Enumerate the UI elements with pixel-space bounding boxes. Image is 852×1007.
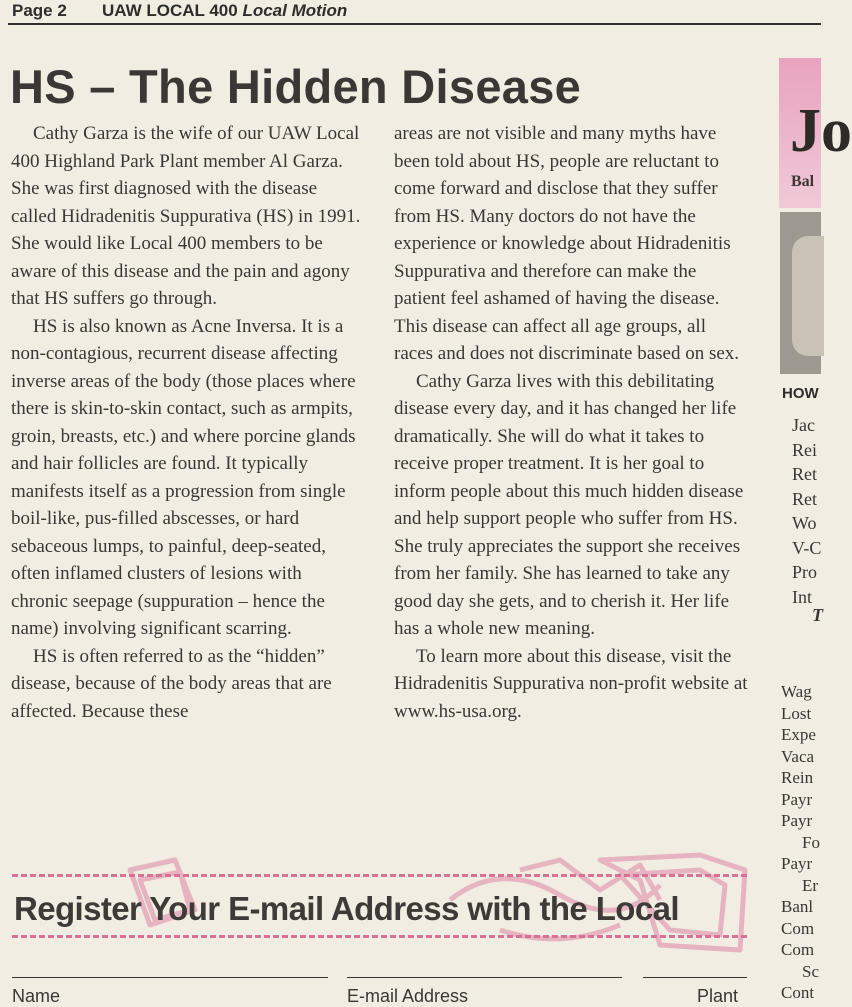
list-item: Vaca (781, 746, 815, 766)
list-item: Jac (792, 415, 815, 435)
list-item: Lost (781, 703, 812, 723)
name-label: Name (12, 986, 61, 1006)
paragraph: HS is also known as Acne Inversa. It is a non-contagious, recurrent disease affecting inverse areas of the body (those places where there is skin-to-skin contact, such as armpits, groin, breasts, etc.) and where porcine glands and hair follicles are found. It typically manifests itself as a progression from single boil-like, pus-filled abscesses, or hard sebaceous lumps, to painful, deep-seated, often inflamed clusters of lesions with chronic seepage (suppuration – hence the name) involving significant scarring. (11, 315, 356, 639)
list-item: Rein (781, 768, 814, 787)
paragraph: HS is often referred to as the “hidden” disease, because of the body areas that are affected. Because these (11, 645, 332, 722)
list-item: Banl (781, 897, 814, 916)
list-item: Er (802, 875, 819, 895)
list-item: Payr (781, 811, 813, 830)
sidebar-heading: Jo (790, 97, 852, 165)
page-number: Page 2 (12, 1, 67, 20)
sidebar-section-title: HOW (782, 385, 819, 402)
banner-bottom-dashed-rule (12, 935, 747, 938)
list-item: Wag (781, 682, 812, 701)
article-headline: HS – The Hidden Disease (10, 60, 582, 113)
sidebar-subheading: Bal (791, 173, 815, 190)
sidebar-list (792, 413, 821, 609)
list-item: Cont (781, 983, 815, 1002)
list-item: V-C (792, 537, 822, 558)
plant-field-line[interactable] (643, 977, 747, 978)
paragraph: Cathy Garza lives with this debilitating disease every day, and it has changed her life dramatically. She will do what it takes to receive proper treatment. It is her goal to inform people about this much hidden disease and help support people who suffer from HS. She truly appreciates the support she receives from her family. She has learned to take any good day she gets, and to cherish it. Her life has a whole new meaning. (394, 370, 744, 639)
banner-top-dashed-rule (12, 874, 747, 877)
publication-title: Local Motion (242, 1, 348, 20)
article-column-1 (11, 120, 363, 725)
portrait-image (792, 236, 824, 356)
paragraph: Cathy Garza is the wife of our UAW Local 400 Highland Park Plant member Al Garza. She was first diagnosed with the disease called Hidradenitis Suppurativa (HS) in 1991. She would like Local 400 members to be aware of this disease and the pain and agony that HS suffers go through. (11, 123, 361, 309)
list-item: Expe (781, 725, 816, 744)
sidebar-italic-note: T (812, 605, 823, 625)
paragraph: To learn more about this disease, visit the Hidradenitis Suppurativa non-profit website at www.hs-usa.org. (394, 645, 748, 722)
list-item: Com (781, 940, 815, 959)
register-heading: Register Your E-mail Address with the Local (14, 890, 679, 927)
paragraph: areas are not visible and many myths have been told about HS, people are reluctant to come forward and disclose that they suffer from HS. Many doctors do not have the experience or knowledge about Hidradenitis Suppurativa and therefore can make the patient feel ashamed of having the disease. This disease can affect all age groups, all races and does not discriminate based on sex. (394, 123, 740, 364)
name-field-line[interactable] (12, 977, 328, 978)
list-item: Ret (792, 488, 817, 509)
list-item: Fo (802, 832, 820, 852)
plant-label: Plant (697, 986, 739, 1006)
email-label: E-mail Address (347, 986, 469, 1006)
list-item: Payr (781, 789, 813, 809)
list-item: Com (781, 918, 815, 938)
list-item: Payr (781, 854, 813, 873)
list-item: Ret (792, 464, 817, 484)
publication-name: UAW LOCAL 400 (102, 1, 238, 20)
email-field-line[interactable] (347, 977, 622, 978)
list-item: Pro (792, 562, 818, 582)
header-rule (8, 23, 821, 25)
list-item: Int (792, 586, 812, 607)
list-item: Rei (792, 439, 817, 460)
page-header (12, 0, 347, 22)
list-item: Sc (802, 961, 819, 981)
article-column-2 (394, 120, 749, 725)
sidebar-photo (780, 212, 821, 374)
list-item: Wo (792, 513, 817, 533)
sidebar-list-2 (781, 681, 820, 1004)
